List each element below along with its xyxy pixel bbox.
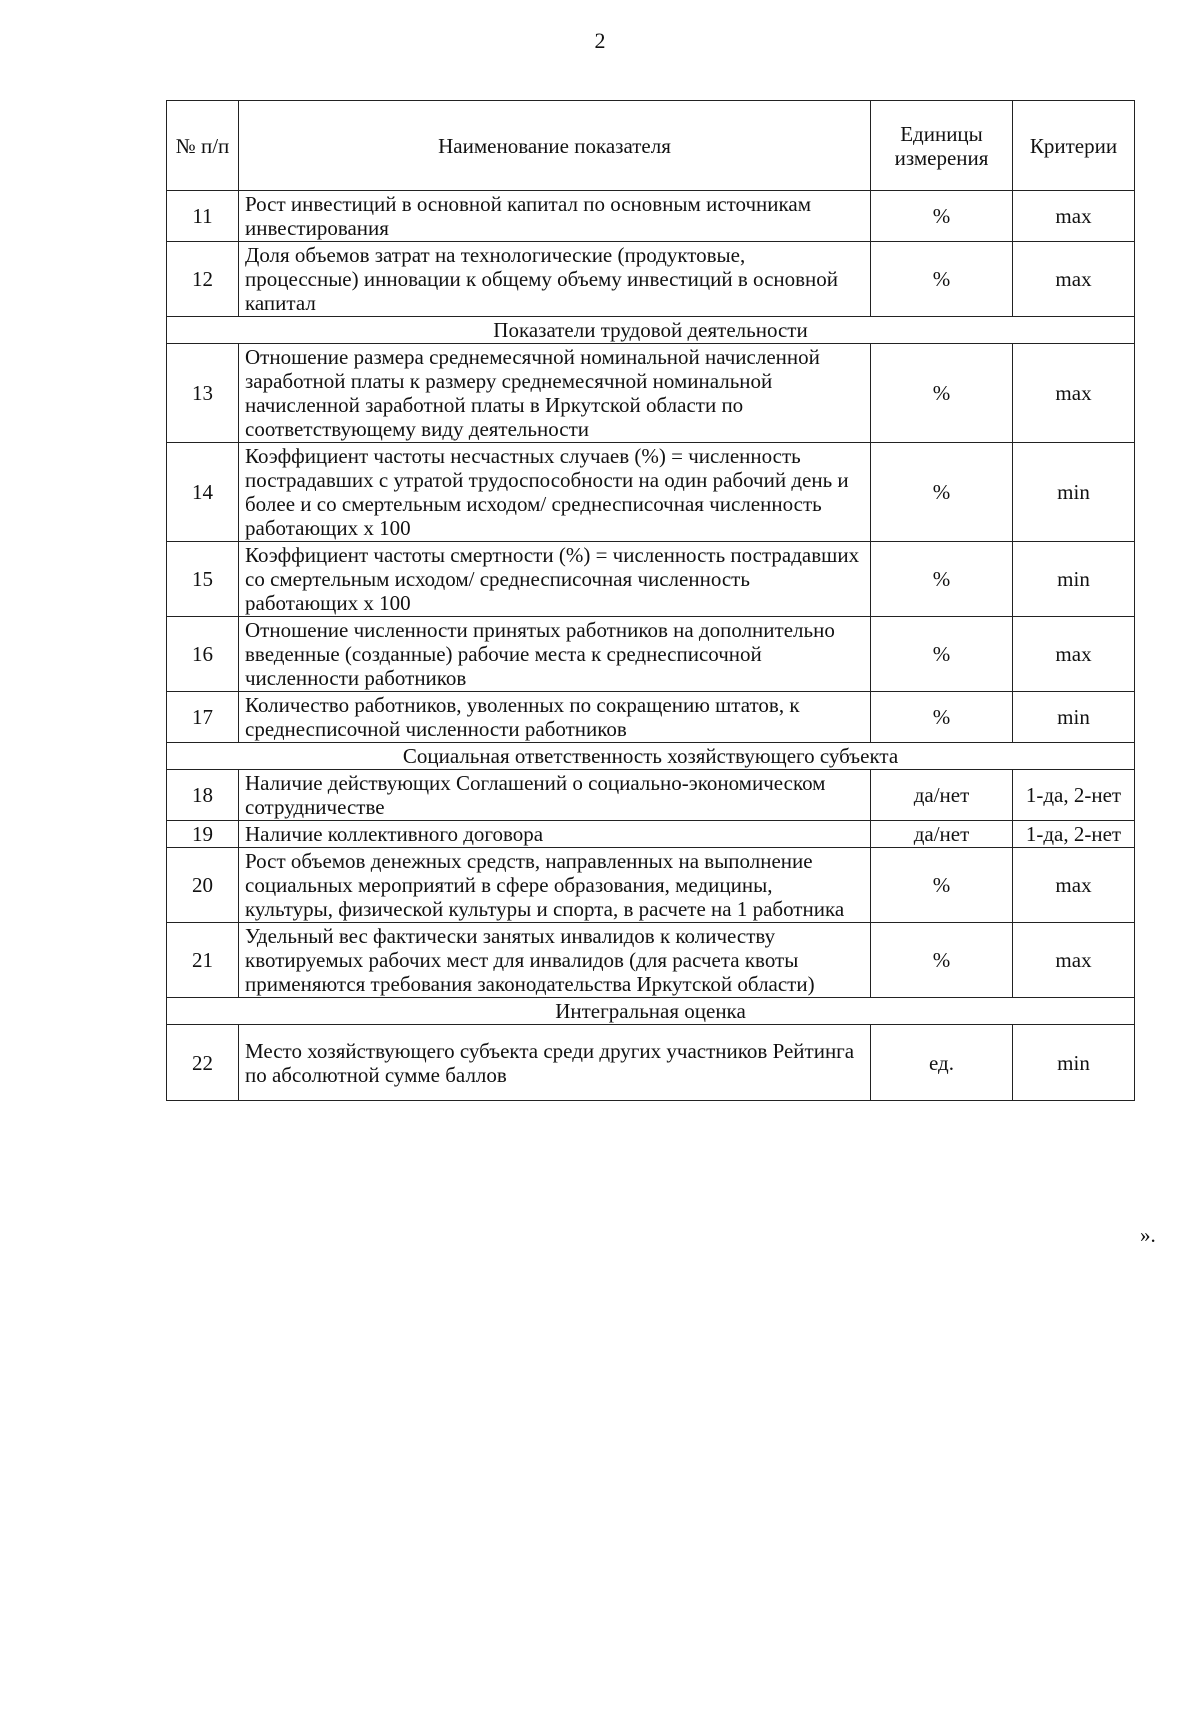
row-number: 15 bbox=[167, 542, 239, 617]
indicator-unit: да/нет bbox=[871, 770, 1013, 821]
table-row bbox=[167, 770, 1135, 821]
indicator-name: Удельный вес фактически занятых инвалидов к количеству квотируемых рабочих мест для инвалидов (для расчета квоты применяются требования законодательства Иркутской области) bbox=[239, 923, 871, 998]
indicator-unit: ед. bbox=[871, 1025, 1013, 1101]
indicator-unit: % bbox=[871, 617, 1013, 692]
row-number: 21 bbox=[167, 923, 239, 998]
section-title: Интегральная оценка bbox=[167, 998, 1135, 1025]
section-title: Показатели трудовой деятельности bbox=[167, 317, 1135, 344]
table-row bbox=[167, 1025, 1135, 1101]
row-number: 14 bbox=[167, 443, 239, 542]
indicator-name: Отношение численности принятых работников на дополнительно введенные (созданные) рабочие места к среднесписочной численности работников bbox=[239, 617, 871, 692]
indicator-name: Коэффициент частоты смертности (%) = численность пострадавших со смертельным исходом/ среднесписочная численность работающих х 100 bbox=[239, 542, 871, 617]
indicator-unit: % bbox=[871, 923, 1013, 998]
indicator-unit: % bbox=[871, 242, 1013, 317]
table-row bbox=[167, 344, 1135, 443]
table-row bbox=[167, 617, 1135, 692]
row-number: 18 bbox=[167, 770, 239, 821]
indicator-criteria: max bbox=[1013, 344, 1135, 443]
indicator-unit: да/нет bbox=[871, 821, 1013, 848]
table-row bbox=[167, 848, 1135, 923]
page-number: 2 bbox=[594, 28, 606, 53]
indicator-criteria: max bbox=[1013, 242, 1135, 317]
indicator-criteria: 1-да, 2-нет bbox=[1013, 821, 1135, 848]
indicator-unit: % bbox=[871, 344, 1013, 443]
indicator-name: Наличие коллективного договора bbox=[239, 821, 871, 848]
row-number: 11 bbox=[167, 191, 239, 242]
section-row bbox=[167, 998, 1135, 1025]
indicator-unit: % bbox=[871, 443, 1013, 542]
table-row bbox=[167, 692, 1135, 743]
table-row bbox=[167, 821, 1135, 848]
indicator-criteria: max bbox=[1013, 191, 1135, 242]
indicator-unit: % bbox=[871, 848, 1013, 923]
indicator-criteria: max bbox=[1013, 923, 1135, 998]
indicator-name: Коэффициент частоты несчастных случаев (%) = численность пострадавших с утратой трудоспособности на один рабочий день и более и со смертельным исходом/ среднесписочная численность работающих х 100 bbox=[239, 443, 871, 542]
indicator-criteria: max bbox=[1013, 617, 1135, 692]
table-row bbox=[167, 191, 1135, 242]
section-row bbox=[167, 317, 1135, 344]
table-header-row bbox=[167, 101, 1135, 191]
indicators-table bbox=[166, 100, 1135, 1101]
indicator-name: Отношение размера среднемесячной номинальной начисленной заработной платы к размеру среднемесячной номинальной начисленной заработной платы в Иркутской области по соответствующему виду деятельности bbox=[239, 344, 871, 443]
indicator-name: Место хозяйствующего субъекта среди других участников Рейтинга по абсолютной сумме баллов bbox=[239, 1025, 871, 1101]
indicator-criteria: max bbox=[1013, 848, 1135, 923]
header-unit: Единицы измерения bbox=[871, 101, 1013, 191]
indicator-criteria: min bbox=[1013, 542, 1135, 617]
indicator-name: Доля объемов затрат на технологические (продуктовые, процессные) инновации к общему объему инвестиций в основной капитал bbox=[239, 242, 871, 317]
row-number: 13 bbox=[167, 344, 239, 443]
section-row bbox=[167, 743, 1135, 770]
section-title: Социальная ответственность хозяйствующего субъекта bbox=[167, 743, 1135, 770]
row-number: 20 bbox=[167, 848, 239, 923]
row-number: 19 bbox=[167, 821, 239, 848]
row-number: 12 bbox=[167, 242, 239, 317]
header-name: Наименование показателя bbox=[239, 101, 871, 191]
indicator-criteria: min bbox=[1013, 1025, 1135, 1101]
row-number: 22 bbox=[167, 1025, 239, 1101]
indicator-name: Наличие действующих Соглашений о социально-экономическом сотрудничестве bbox=[239, 770, 871, 821]
indicator-criteria: min bbox=[1013, 692, 1135, 743]
indicator-criteria: 1-да, 2-нет bbox=[1013, 770, 1135, 821]
indicator-unit: % bbox=[871, 692, 1013, 743]
header-criteria: Критерии bbox=[1013, 101, 1135, 191]
table-row bbox=[167, 443, 1135, 542]
header-num: № п/п bbox=[167, 101, 239, 191]
closing-quote: ». bbox=[1140, 1223, 1156, 1247]
indicator-name: Количество работников, уволенных по сокращению штатов, к среднесписочной численности работников bbox=[239, 692, 871, 743]
row-number: 16 bbox=[167, 617, 239, 692]
table-row bbox=[167, 923, 1135, 998]
indicator-unit: % bbox=[871, 542, 1013, 617]
row-number: 17 bbox=[167, 692, 239, 743]
indicator-unit: % bbox=[871, 191, 1013, 242]
table-row bbox=[167, 542, 1135, 617]
indicator-name: Рост инвестиций в основной капитал по основным источникам инвестирования bbox=[239, 191, 871, 242]
indicator-name: Рост объемов денежных средств, направленных на выполнение социальных мероприятий в сфере образования, медицины, культуры, физической культуры и спорта, в расчете на 1 работника bbox=[239, 848, 871, 923]
indicator-criteria: min bbox=[1013, 443, 1135, 542]
table-row bbox=[167, 242, 1135, 317]
